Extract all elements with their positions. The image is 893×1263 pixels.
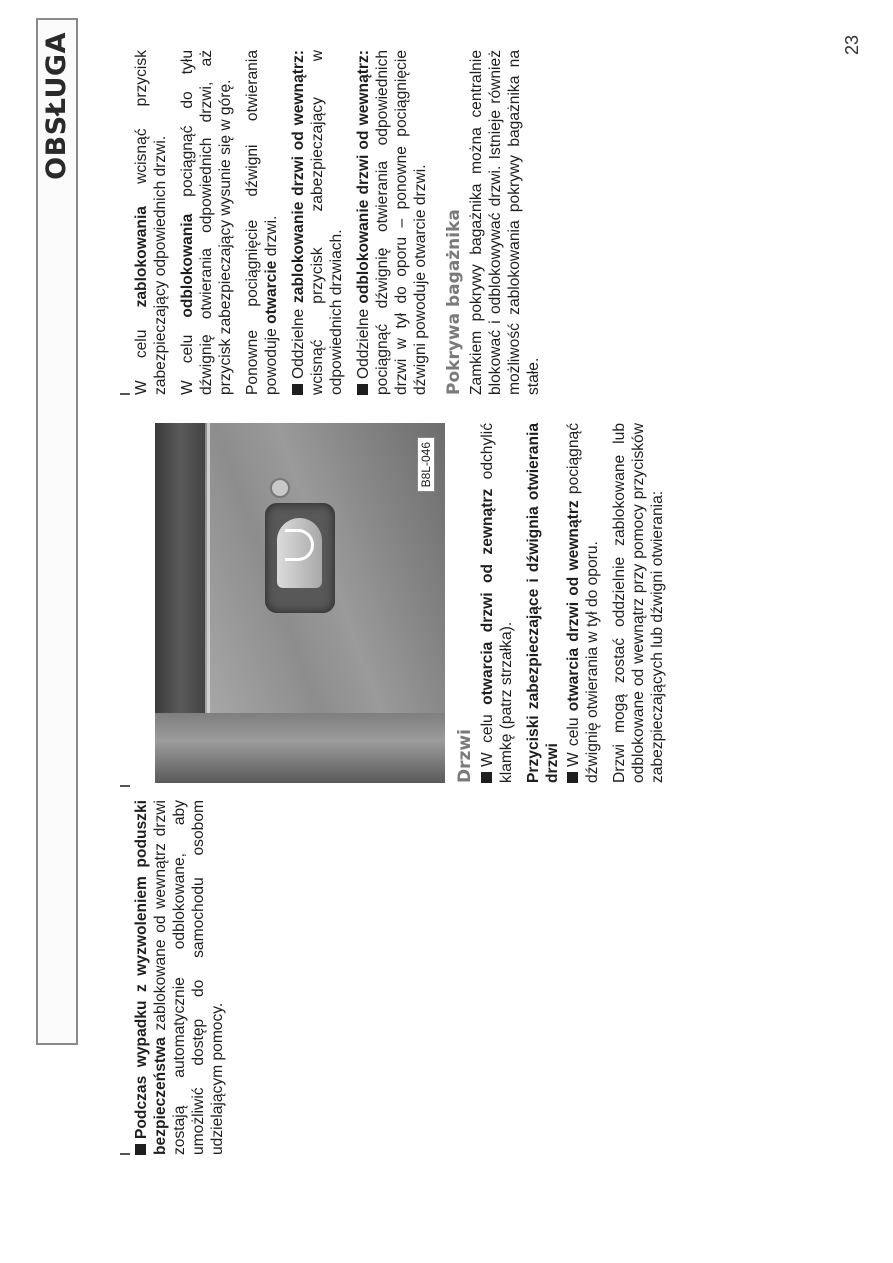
column-rule-right: [120, 393, 130, 395]
repeat-instruction: [243, 50, 281, 395]
page-number: 23: [842, 34, 862, 55]
right-column: [132, 50, 551, 395]
column-rule-left: [120, 1153, 130, 1155]
repeat-bold: otwarcie: [263, 260, 280, 324]
open-outside-bold: otwarcia drzwi od zewnątrz: [479, 488, 496, 705]
separate-lock-suffix: wcisnąć przycisk zabezpieczający w odpowiednich drzwiach.: [309, 50, 345, 395]
bullet-square-icon: [292, 384, 303, 395]
door-handle-photo: [155, 423, 445, 783]
airbag-note: [132, 800, 227, 1155]
separate-unlock-suffix: pociągnąć dźwignię otwierania odpowiednich drzwi w tył do oporu – ponowne pociągnięcie dźwigni powoduje otwarcie drzwi.: [374, 50, 429, 395]
unlock-suffix: pociągnąć do tyłu dźwignię otwierania odpowiednich drzwi, aż przycisk zabezpieczający wysunie się w górę.: [179, 50, 234, 395]
separate-lock-prefix: Oddzielne: [290, 303, 307, 379]
bullet-square-icon: [567, 772, 578, 783]
separate-lock-instruction: [289, 50, 346, 395]
figure-code: B8L-046: [417, 437, 435, 492]
open-inside-prefix: W celu: [565, 711, 582, 767]
lock-bold: zablokowania: [133, 206, 150, 308]
heading-drzwi: Drzwi: [455, 729, 475, 783]
separate-unlock-prefix: Oddzielne: [355, 303, 372, 379]
bullet-square-icon: [135, 1144, 146, 1155]
section-header: [36, 18, 78, 1045]
open-outside-prefix: W celu: [479, 704, 496, 767]
trunk-text: Zamkiem pokrywy bagażnika można centralnie blokować i odblokowywać drzwi. Istnieje również możliwość zablokowania pokrywy bagażnika na stałe.: [468, 50, 542, 395]
open-outside-suffix: odchylić klamkę (patrz strzałka).: [479, 423, 515, 783]
repeat-suffix: drzwi.: [263, 215, 280, 261]
bullet-square-icon: [481, 772, 492, 783]
lock-knob-icon: [270, 478, 290, 498]
open-inside-suffix: pociągnąć dźwignię otwierania w tył do oporu.: [565, 423, 601, 783]
heading-trunk: Pokrywa bagażnika: [444, 209, 464, 395]
subheading-buttons-lever: Przyciski zabezpieczające i dźwignia otwierania drzwi: [525, 423, 561, 783]
unlock-instruction: [178, 50, 235, 395]
lock-suffix: wcisnąć przycisk zabezpieczający odpowiednich drzwi.: [133, 50, 169, 395]
middle-column: [455, 423, 675, 783]
airbag-note-bold: Podczas wypadku z wyzwoleniem poduszki bezpieczeństwa: [133, 800, 169, 1155]
unlock-prefix: W celu: [179, 317, 196, 395]
lock-prefix: W celu: [133, 307, 150, 395]
open-outside: [478, 423, 516, 783]
separate-unlock-instruction: [354, 50, 430, 395]
separate-lock-intro: Drzwi mogą zostać oddzielnie zablokowane lub odblokowane od wewnątrz przy pomocy przycisków zabezpieczających lub dźwigni otwierania:: [611, 423, 666, 783]
bullet-square-icon: [357, 384, 368, 395]
left-column: [132, 800, 235, 1155]
separate-unlock-bold: odblokowanie drzwi od wewnątrz:: [355, 50, 372, 304]
open-inside-bold: otwarcia drzwi od wewnątrz: [565, 500, 582, 712]
repeat-prefix: Ponowne pociągnięcie dźwigni otwierania powoduje: [244, 50, 280, 395]
open-inside: [564, 423, 602, 783]
separate-lock-bold: zablokowanie drzwi od wewnątrz:: [290, 50, 307, 303]
column-rule-middle: [120, 785, 130, 787]
airbag-note-text: zablokowane od wewnątrz drzwi zostają automatycznie odblokowane, aby umożliwić dostęp do samochodu osobom udzielającym pomocy.: [152, 800, 226, 1155]
door-pillar: [155, 713, 445, 783]
lock-instruction: [132, 50, 170, 395]
unlock-bold: odblokowania: [179, 213, 196, 318]
section-title: OBSŁUGA: [41, 32, 72, 180]
